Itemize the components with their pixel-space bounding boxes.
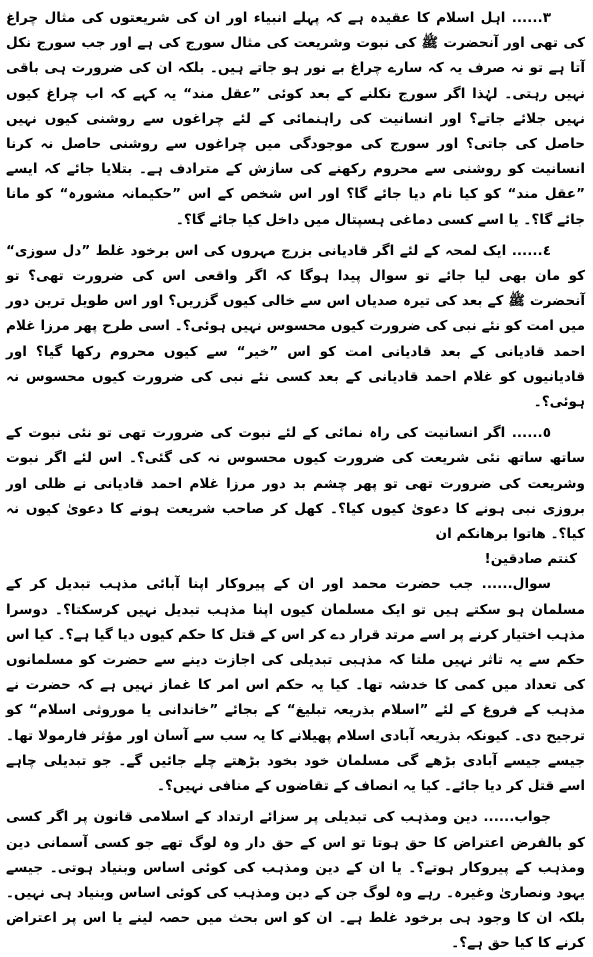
paragraph-point-3: ٣...... اہل اسلام کا عقیدہ ہے کہ پہلے انبیاء اور ان کی شریعتوں کی مثال چراغ کی تھی اور آنحضرت ﷺ کی نبوت وشریعت کی مثال سورج کی ہے اور جب سورج نکل آتا ہے تو نہ صرف یہ کہ سارے چراغ بے نور ہو جاتے ہیں۔ بلکہ ان کی ضرورت ہی باقی نہیں رہتی۔ لہٰذا اگر سورج نکلنے کے بعد کوئی ”عقل مند“ یہ کہے کہ اب چراغ کیوں نہیں جلائے جاتے؟ اور انسانیت کی راہنمائی کے لئے چراغوں سے روشنی کیوں نہیں حاصل کی جاتی؟ اور سورج کی موجودگی میں چراغوں سے روشنی حاصل نہ کرنا انسانیت کو روشنی سے محروم رکھنے کی سازش کے مترادف ہے۔ بتلایا جائے کہ ایسے ”عقل مند“ کو کیا نام دیا جائے گا؟ اور اس شخص کے اس ”حکیمانہ مشورہ“ کو مانا جائے گا؟۔ یا اسے کسی دماغی ہسپتال میں داخل کیا جائے گا؟۔ <box>6 10 585 228</box>
paragraph-question: سوال...... جب حضرت محمد اور ان کے پیروکار اپنا آبائی مذہب تبدیل کر کے مسلمان ہو سکتے ہیں تو ایک مسلمان کیوں اپنا مذہب تبدیل نہیں کرسکتا؟۔ دوسرا مذہب اختیار کرنے پر اسے مرتد قرار دے کر اس کے قتل کا حکم کیوں دیا گیا ہے؟۔ کیا اس حکم سے یہ تاثر نہیں ملتا کہ مذہبی تبدیلی کی اجازت دینے سے حضرت کو مسلمانوں کی تعداد میں کمی کا خدشہ تھا۔ کیا یہ حکم اس امر کا غماز نہیں ہے کہ حضرت نے مذہب کے فروغ کے لئے ”اسلام بذریعہ تبلیغ“ کے بجائے ”خاندانی یا موروثی اسلام“ کو ترجیح دی۔ کیونکہ بذریعہ آبادی اسلام پھیلانے کا یہ سب سے آسان اور مؤثر فارمولا تھا۔ جیسے جیسے آبادی بڑھے گی مسلمان خود بخود بڑھتے چلے جائیں گے۔ جو تبدیلی چاہے اسے قتل کر دیا جائے۔ کیا یہ انصاف کے تقاضوں کے منافی نہیں؟۔ <box>6 576 585 795</box>
paragraph-point-4: ٤...... ایک لمحہ کے لئے اگر قادیانی بزرج مہروں کی اس برخود غلط ”دل سوزی“ کو مان بھی لیا جائے تو سوال پیدا ہوگا کہ اگر واقعی اس کی ضرورت تھی؟ تو آنحضرت ﷺ کے بعد کی تیرہ صدیاں اس سے خالی کیوں گزریں؟ اور اس طویل ترین دور میں امت کو نئے نبی کی ضرورت کیوں محسوس نہیں ہوئی؟۔ اسی طرح پھر مرزا غلام احمد قادیانی کے بعد قادیانی امت کو اس ”خیر“ سے کیوں محروم رکھا گیا؟ اور قادیانیوں کو غلام احمد قادیانی کے بعد کسی نئے نبی کی ضرورت کیوں محسوس نہ ہوئی؟۔ <box>6 242 585 411</box>
paragraph-quran-closing: کنتم صادقین! <box>484 551 577 568</box>
paragraph-point-5: ٥...... اگر انسانیت کی راہ نمائی کے لئے نبوت کی ضرورت تھی تو نئی نبوت کے ساتھ ساتھ نئی شریعت کی ضرورت کیوں محسوس نہ کی گئی؟۔ اس لئے اگر نبوت وشریعت کی ضرورت تھی تو پھر چشم بد دور مرزا غلام احمد قادیانی نے ظلی اور بروزی نبی ہونے کا دعویٰ کیوں کیا؟۔ کھل کر صاحب شریعت ہونے کا دعویٰ کیوں نہ کیا؟۔ ھاتوا برھانکم ان <box>6 425 585 543</box>
paragraph-answer: جواب...... دین ومذہب کی تبدیلی پر سزائے ارتداد کے اسلامی قانون پر اگر کسی کو بالفرض اعتراض کا حق ہوتا تو اس کے حق دار وہ لوگ تھے جو کسی آسمانی دین ومذہب کے پیروکار ہوتے؟۔ یا ان کے دین ومذہب کی کوئی اساس وبنیاد ہوتی۔ جیسے یہود ونصاریٰ وغیرہ۔ رہے وہ لوگ جن کے دین ومذہب کی کوئی اساس وبنیاد ہی نہیں۔ بلکہ ان کا وجود ہی برخود غلط ہے۔ ان کو اس بحث میں حصہ لینے یا اس پر اعتراض کرنے کا کیا حق ہے؟۔ <box>6 809 585 952</box>
